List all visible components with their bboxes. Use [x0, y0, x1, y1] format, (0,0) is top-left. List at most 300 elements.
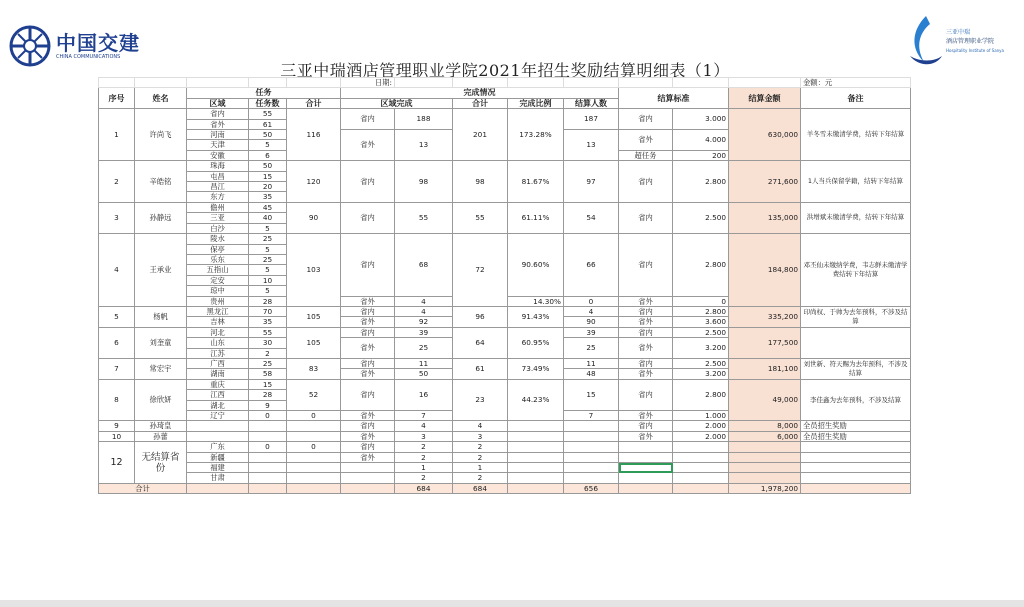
table-cell: 3.200: [673, 369, 729, 379]
table-cell: 2.000: [673, 431, 729, 441]
table-cell: 90: [287, 202, 341, 233]
table-cell: 5: [249, 244, 287, 254]
table-cell: 省内: [341, 379, 395, 410]
table-cell: 201: [453, 109, 508, 161]
table-cell: 68: [395, 234, 453, 296]
table-cell: 90: [564, 317, 619, 327]
table-cell: 2.500: [673, 202, 729, 233]
table-cell: [619, 442, 673, 452]
table-cell: 5: [99, 306, 135, 327]
table-row: [99, 379, 911, 389]
table-cell: [187, 483, 249, 493]
table-cell: 李佳鑫为去年预科，不涉及结算: [801, 379, 911, 421]
table-cell: 省内: [619, 306, 673, 316]
table-cell: 省外: [619, 369, 673, 379]
table-cell: 河北: [187, 327, 249, 337]
table-cell: 省外: [619, 338, 673, 359]
table-cell: [729, 473, 801, 483]
table-cell: [564, 473, 619, 483]
table-cell: 珠海: [187, 161, 249, 171]
table-cell: [801, 463, 911, 473]
selected-cell[interactable]: [619, 463, 673, 473]
table-cell: 江苏: [187, 348, 249, 358]
table-cell: 3.600: [673, 317, 729, 327]
table-cell: 羊冬雪未缴清学费，结转下年结算: [801, 109, 911, 161]
table-cell: 49,000: [729, 379, 801, 421]
table-cell: 4: [395, 421, 453, 431]
table-cell: 2: [395, 473, 453, 483]
table-cell: 省内: [619, 202, 673, 233]
table-cell: 50: [249, 161, 287, 171]
table-cell: [249, 463, 287, 473]
table-cell: [801, 327, 911, 358]
table-cell: 8: [99, 379, 135, 421]
table-cell: [341, 473, 395, 483]
table-cell: 48: [564, 369, 619, 379]
table-row: [99, 161, 911, 171]
table-cell: 5: [249, 265, 287, 275]
table-cell: 5: [249, 286, 287, 296]
table-cell: 98: [395, 161, 453, 203]
table-cell: 23: [453, 379, 508, 421]
table-cell: 2.000: [673, 421, 729, 431]
table-cell: 省内: [341, 202, 395, 233]
table-cell: 湖北: [187, 400, 249, 410]
table-cell: 15: [249, 379, 287, 389]
table-cell: 安徽: [187, 150, 249, 160]
col-done-total: 合计: [453, 98, 508, 108]
table-cell: [508, 473, 564, 483]
table-cell: 东方: [187, 192, 249, 202]
table-cell: 省内: [619, 379, 673, 410]
table-cell: 2.800: [673, 379, 729, 410]
table-cell: [249, 483, 287, 493]
total-amount: 1,978,200: [729, 483, 801, 493]
table-cell: 0: [287, 442, 341, 452]
table-cell: [801, 452, 911, 462]
col-task-count: 任务数: [249, 98, 287, 108]
table-cell: [508, 463, 564, 473]
table-cell: [187, 431, 249, 441]
meta-row: [99, 78, 911, 88]
table-cell: 8,000: [729, 421, 801, 431]
col-settle-count: 结算人数: [564, 98, 619, 108]
table-cell: 28: [249, 390, 287, 400]
total-label: 合计: [99, 483, 187, 493]
table-cell: 广西: [187, 358, 249, 368]
table-cell: 省内: [341, 234, 395, 296]
table-cell: [564, 78, 619, 88]
table-cell: 省内: [187, 109, 249, 119]
table-cell: 97: [564, 161, 619, 203]
table-cell: 省内: [619, 234, 673, 296]
table-cell: 14.30%: [508, 296, 564, 306]
table-cell: [508, 442, 564, 452]
table-cell: 3: [395, 431, 453, 441]
table-cell: 25: [395, 338, 453, 359]
school-name-2: 酒店管理职业学院: [946, 37, 995, 45]
table-cell: 省内: [341, 327, 395, 337]
table-cell: 省内: [619, 358, 673, 368]
table-row: [99, 327, 911, 337]
school-logo: [904, 12, 1004, 70]
table-cell: 广东: [187, 442, 249, 452]
table-cell: [673, 452, 729, 462]
table-cell: 陵水: [187, 234, 249, 244]
table-cell: 许尚飞: [135, 109, 187, 161]
table-cell: 1: [453, 463, 508, 473]
table-cell: 孙琦皇: [135, 421, 187, 431]
table-cell: [564, 421, 619, 431]
table-cell: [673, 78, 729, 88]
table-cell: 188: [395, 109, 453, 130]
col-seq: 序号: [99, 88, 135, 109]
table-row: [99, 306, 911, 316]
table-cell: 省外: [341, 431, 395, 441]
table-cell: 2: [99, 161, 135, 203]
table-cell: 90.60%: [508, 234, 564, 296]
col-subtotal: 合计: [287, 98, 341, 108]
table-cell: 35: [249, 192, 287, 202]
table-cell: 98: [453, 161, 508, 203]
header-row-1: [99, 88, 911, 98]
table-cell: [801, 473, 911, 483]
table-cell: 52: [287, 379, 341, 410]
date-label: 日期:: [341, 78, 395, 88]
table-cell: 7: [395, 411, 453, 421]
table-cell: 15: [249, 171, 287, 181]
table-cell: 10: [99, 431, 135, 441]
table-cell: 9: [249, 400, 287, 410]
page-title: 三亚中瑞酒店管理职业学院2021年招生奖励结算明细表（1）: [280, 61, 730, 80]
table-cell: 五指山: [187, 265, 249, 275]
table-cell: 印尚权、于帅为去年预科，不涉及结算: [801, 306, 911, 327]
table-cell: 4: [99, 234, 135, 307]
table-cell: 6: [249, 150, 287, 160]
table-cell: 25: [249, 254, 287, 264]
table-cell: 7: [99, 358, 135, 379]
table-cell: 洪增斌未缴清学费，结转下年结算: [801, 202, 911, 233]
table-cell: 省内: [619, 161, 673, 203]
table-cell: 2.500: [673, 358, 729, 368]
table-cell: 91.43%: [508, 306, 564, 327]
table-cell: 0: [287, 411, 341, 421]
table-cell: 重庆: [187, 379, 249, 389]
table-cell: 120: [287, 161, 341, 203]
table-cell: 全员招生奖励: [801, 431, 911, 441]
table-cell: [564, 463, 619, 473]
col-ratio: 完成比例: [508, 98, 564, 108]
table-cell: 2: [395, 452, 453, 462]
table-cell: 1: [395, 463, 453, 473]
table-cell: 54: [564, 202, 619, 233]
table-cell: 省外: [341, 369, 395, 379]
table-cell: 40: [249, 213, 287, 223]
table-cell: 新疆: [187, 452, 249, 462]
table-cell: 省内: [341, 442, 395, 452]
table-cell: 省外: [341, 411, 395, 421]
table-cell: [729, 78, 801, 88]
table-row: [99, 442, 911, 452]
col-standard: 结算标准: [619, 88, 729, 109]
table-cell: 2: [395, 442, 453, 452]
table-row: [99, 463, 911, 473]
table-cell: 83: [287, 358, 341, 379]
table-cell: [508, 431, 564, 441]
table-cell: 杨帆: [135, 306, 187, 327]
table-cell: 55: [395, 202, 453, 233]
bottom-bar: [0, 600, 1024, 607]
table-cell: 70: [249, 306, 287, 316]
table-cell: 超任务: [619, 150, 673, 160]
table-cell: 92: [395, 317, 453, 327]
table-cell: 2.800: [673, 234, 729, 296]
table-cell: 屯昌: [187, 171, 249, 181]
table-cell: 3: [453, 431, 508, 441]
table-cell: 55: [249, 327, 287, 337]
table-cell: [395, 78, 453, 88]
table-cell: 10: [249, 275, 287, 285]
col-remark: 备注: [801, 88, 911, 109]
table-cell: [341, 483, 395, 493]
table-cell: 9: [99, 421, 135, 431]
table-cell: [619, 452, 673, 462]
table-cell: 44.23%: [508, 379, 564, 421]
table-cell: [249, 431, 287, 441]
table-cell: 2: [453, 473, 508, 483]
table-cell: 55: [249, 109, 287, 119]
table-cell: 黑龙江: [187, 306, 249, 316]
table-cell: [673, 463, 729, 473]
table-cell: [619, 473, 673, 483]
col-region-done: 区域完成: [341, 98, 453, 108]
table-row: [99, 109, 911, 119]
table-cell: 省外: [341, 130, 395, 161]
table-cell: 省外: [619, 431, 673, 441]
table-cell: 省内: [619, 327, 673, 337]
table-cell: 乐东: [187, 254, 249, 264]
school-name-en: Hospitality Institute of Sanya: [946, 47, 1004, 53]
table-cell: 省内: [341, 358, 395, 368]
table-cell: 无结算省份: [135, 442, 187, 484]
table-cell: 5: [249, 140, 287, 150]
table-cell: 常宏宇: [135, 358, 187, 379]
total-settle: 656: [564, 483, 619, 493]
table-cell: [99, 78, 135, 88]
table-cell: [729, 452, 801, 462]
table-cell: 3.200: [673, 338, 729, 359]
table-cell: 11: [564, 358, 619, 368]
table-cell: [508, 78, 564, 88]
table-cell: 25: [249, 234, 287, 244]
table-cell: 13: [564, 130, 619, 161]
cccc-logo-icon: [8, 24, 52, 68]
table-cell: 辛皓铭: [135, 161, 187, 203]
table-cell: 105: [287, 306, 341, 327]
table-cell: 25: [564, 338, 619, 359]
table-cell: 61: [453, 358, 508, 379]
table-cell: 省内: [341, 421, 395, 431]
table-cell: 335,200: [729, 306, 801, 327]
table-cell: 省外: [341, 338, 395, 359]
table-cell: 省外: [341, 452, 395, 462]
table-cell: 甘肃: [187, 473, 249, 483]
table-row: [99, 358, 911, 368]
table-cell: 45: [249, 202, 287, 212]
table-cell: [564, 431, 619, 441]
table-cell: 0: [673, 296, 729, 306]
table-cell: 66: [564, 234, 619, 296]
table-cell: 定安: [187, 275, 249, 285]
table-cell: 116: [287, 109, 341, 161]
table-cell: 2: [249, 348, 287, 358]
table-cell: [564, 452, 619, 462]
table-cell: 吉林: [187, 317, 249, 327]
table-cell: 省外: [619, 296, 673, 306]
table-cell: 省外: [341, 296, 395, 306]
table-cell: 刘奎童: [135, 327, 187, 358]
total-done-sum: 684: [453, 483, 508, 493]
table-cell: 135,000: [729, 202, 801, 233]
table-cell: 4: [395, 296, 453, 306]
table-cell: 3.000: [673, 109, 729, 130]
col-amount: 结算金额: [729, 88, 801, 109]
table-cell: 省外: [341, 317, 395, 327]
table-cell: 5: [249, 223, 287, 233]
table-cell: 177,500: [729, 327, 801, 358]
table-cell: 50: [249, 130, 287, 140]
table-cell: 1: [99, 109, 135, 161]
table-cell: 孙静远: [135, 202, 187, 233]
table-cell: 三亚: [187, 213, 249, 223]
table-cell: 1人当兵保留学籍，结转下年结算: [801, 161, 911, 203]
table-cell: 187: [564, 109, 619, 130]
table-cell: [673, 473, 729, 483]
table-cell: [287, 473, 341, 483]
table-cell: 全员招生奖励: [801, 421, 911, 431]
table-cell: 省外: [619, 317, 673, 327]
table-cell: 1.000: [673, 411, 729, 421]
table-cell: [249, 78, 287, 88]
table-cell: 39: [564, 327, 619, 337]
table-cell: 105: [287, 327, 341, 358]
table-cell: 河南: [187, 130, 249, 140]
table-cell: 4: [453, 421, 508, 431]
table-cell: 81.67%: [508, 161, 564, 203]
table-cell: 173.28%: [508, 109, 564, 161]
table-cell: 2: [453, 452, 508, 462]
table-cell: [564, 442, 619, 452]
table-cell: [341, 463, 395, 473]
table-cell: 邓丕仙未缴纳学费，韦志鲜未缴清学费结转下年结算: [801, 234, 911, 307]
table-cell: 184,800: [729, 234, 801, 307]
settlement-table: [98, 77, 911, 494]
table-cell: 200: [673, 150, 729, 160]
table-cell: 35: [249, 317, 287, 327]
table-cell: 刘世新、符天赐为去年预科，不涉及结算: [801, 358, 911, 379]
table-cell: 琼中: [187, 286, 249, 296]
company-name-en: CHINA COMMUNICATIONS: [56, 53, 121, 60]
table-cell: 96: [453, 306, 508, 327]
table-cell: 白沙: [187, 223, 249, 233]
table-cell: 2.500: [673, 327, 729, 337]
table-cell: 630,000: [729, 109, 801, 161]
table-cell: [287, 452, 341, 462]
table-cell: 3: [99, 202, 135, 233]
table-cell: [673, 442, 729, 452]
table-cell: [287, 78, 341, 88]
table-cell: [729, 463, 801, 473]
table-cell: 7: [564, 411, 619, 421]
table-cell: 25: [249, 358, 287, 368]
table-cell: [619, 483, 673, 493]
school-wave-icon: [904, 12, 944, 70]
table-cell: 58: [249, 369, 287, 379]
table-cell: [287, 483, 341, 493]
table-cell: 省外: [187, 119, 249, 129]
table-cell: 72: [453, 234, 508, 307]
table-cell: [801, 442, 911, 452]
table-cell: 20: [249, 182, 287, 192]
table-cell: 103: [287, 234, 341, 307]
table-cell: [249, 421, 287, 431]
table-cell: 湖南: [187, 369, 249, 379]
table-cell: 2.800: [673, 161, 729, 203]
table-cell: 天津: [187, 140, 249, 150]
table-cell: 0: [249, 442, 287, 452]
table-cell: 73.49%: [508, 358, 564, 379]
table-row: [99, 421, 911, 431]
table-cell: 4.000: [673, 130, 729, 151]
table-cell: 61: [249, 119, 287, 129]
table-cell: 省内: [341, 161, 395, 203]
table-cell: 30: [249, 338, 287, 348]
table-cell: 13: [395, 130, 453, 161]
table-cell: 徐欣妍: [135, 379, 187, 421]
table-cell: 昌江: [187, 182, 249, 192]
unit-label: 金额：元: [801, 78, 911, 88]
table-cell: [135, 78, 187, 88]
col-completion: 完成情况: [341, 88, 619, 98]
col-region: 区域: [187, 98, 249, 108]
table-cell: 64: [453, 327, 508, 358]
table-cell: 39: [395, 327, 453, 337]
table-cell: [508, 421, 564, 431]
table-row: [99, 431, 911, 441]
table-cell: [249, 473, 287, 483]
table-cell: [249, 452, 287, 462]
table-row: [99, 452, 911, 462]
col-task: 任务: [187, 88, 341, 98]
table-cell: 28: [249, 296, 287, 306]
table-cell: 保亭: [187, 244, 249, 254]
table-cell: 福建: [187, 463, 249, 473]
table-cell: 271,600: [729, 161, 801, 203]
total-row: [99, 483, 911, 493]
table-cell: 15: [564, 379, 619, 410]
col-name: 姓名: [135, 88, 187, 109]
table-cell: 江西: [187, 390, 249, 400]
company-name: 中国交建: [56, 30, 140, 55]
table-cell: [801, 483, 911, 493]
table-cell: 孙蕾: [135, 431, 187, 441]
table-row: [99, 202, 911, 212]
table-cell: [453, 78, 508, 88]
table-cell: 4: [564, 306, 619, 316]
table-cell: 省内: [341, 109, 395, 130]
table-cell: [287, 431, 341, 441]
table-cell: 辽宁: [187, 411, 249, 421]
